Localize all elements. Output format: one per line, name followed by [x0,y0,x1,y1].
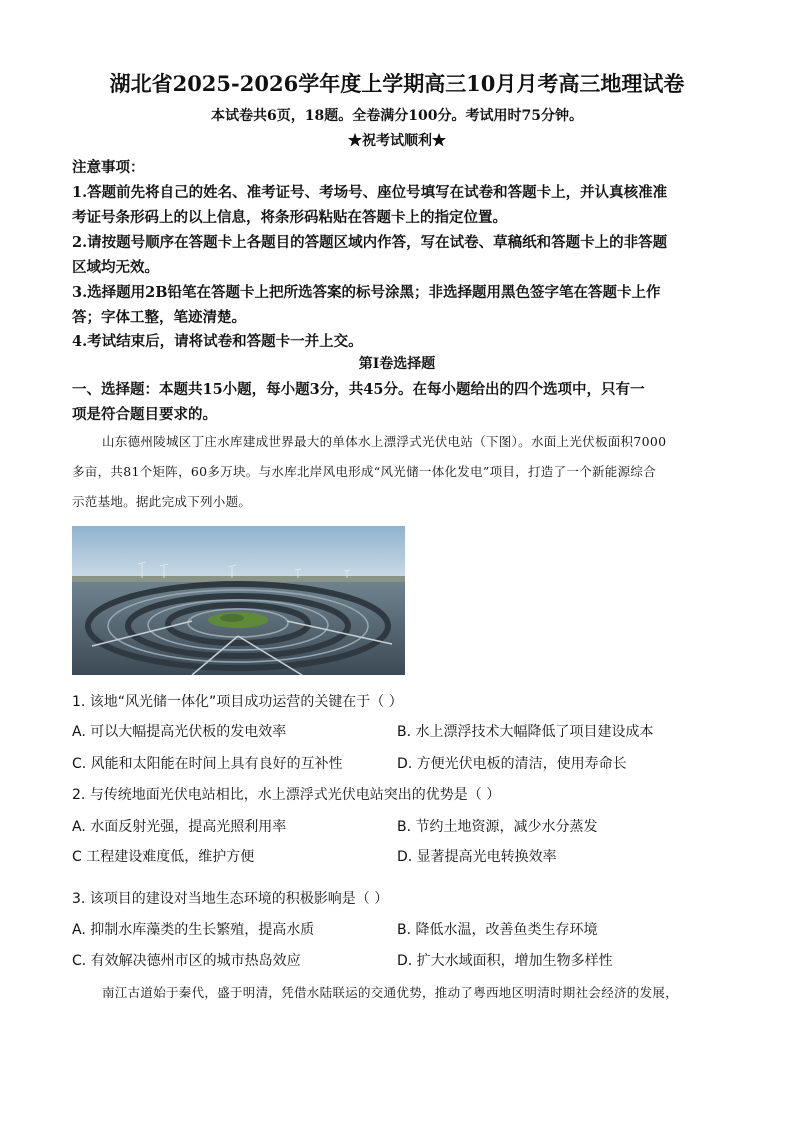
notes-line: 答；字体工整，笔迹清楚。 [72,309,246,326]
question-3-option-c: C. 有效解决德州市区的城市热岛效应 [72,953,301,969]
question-1-option-a: A. 可以大幅提高光伏板的发电效率 [72,724,287,740]
notes-heading: 注意事项： [72,159,145,176]
passage-2-line: 南江古道始于秦代，盛于明清，凭借水陆联运的交通优势，推动了粤西地区明清时期社会经济的发展， [102,985,679,1000]
question-2-option-a: A. 水面反射光强，提高光照利用率 [72,819,287,835]
exam-info: 本试卷共6页，18题。全卷满分100分。考试用时75分钟。 [211,108,583,124]
question-1-option-b: B. 水上漂浮技术大幅降低了项目建设成本 [397,724,654,740]
notes-line: 4.考试结束后，请将试卷和答题卡一并上交。 [72,333,363,350]
question-2-option-c: C 工程建设难度低，维护方便 [72,849,255,865]
exam-wish: ★祝考试顺利★ [348,133,446,149]
section-title: 第Ⅰ卷选择题 [358,356,436,372]
notes-line: 2.请按题号顺序在答题卡上各题目的答题区域内作答，写在试卷、草稿纸和答题卡上的非答题 [72,234,668,251]
passage-line: 多亩，共81个矩阵，60多万块。与水库北岸风电形成“风光储一体化发电”项目，打造了一个新能源综合 [72,464,656,479]
question-3-option-d: D. 扩大水域面积，增加生物多样性 [397,953,613,969]
question-2-option-d: D. 显著提高光电转换效率 [397,849,557,865]
question-2-stem: 2. 与传统地面光伏电站相比，水上漂浮式光伏电站突出的优势是（ ） [72,787,501,803]
notes-line: 考证号条形码上的以上信息，将条形码粘贴在答题卡上的指定位置。 [72,209,507,226]
notes-line: 1.答题前先将自己的姓名、准考证号、考场号、座位号填写在试卷和答题卡上，并认真核准准 [72,184,668,201]
floating-solar-photo [72,526,405,675]
question-3-option-a: A. 抑制水库藻类的生长繁殖，提高水质 [72,922,315,938]
question-1-stem: 1. 该地“风光储一体化”项目成功运营的关键在于（ ） [72,694,403,710]
question-1-option-d: D. 方便光伏电板的清洁，使用寿命长 [397,756,627,772]
question-1-option-c: C. 风能和太阳能在时间上具有良好的互补性 [72,756,343,772]
section-intro: 一、选择题：本题共15小题，每小题3分，共45分。在每小题给出的四个选项中，只有一 [72,381,645,398]
passage-line: 山东德州陵城区丁庄水库建成世界最大的单体水上漂浮式光伏电站（下图）。水面上光伏板面积7000 [102,434,667,449]
notes-line: 区域均无效。 [72,259,159,276]
question-2-option-b: B. 节约土地资源，减少水分蒸发 [397,819,598,835]
question-3-stem: 3. 该项目的建设对当地生态环境的积极影响是（ ） [72,891,389,907]
section-intro: 项是符合题目要求的。 [72,406,217,423]
page-title: 湖北省2025-2026学年度上学期高三10月月考高三地理试卷 [109,71,685,96]
notes-line: 3.选择题用2B铅笔在答题卡上把所选答案的标号涂黑；非选择题用黑色签字笔在答题卡上作 [72,284,661,301]
question-3-option-b: B. 降低水温，改善鱼类生存环境 [397,922,598,938]
passage-line: 示范基地。据此完成下列小题。 [72,494,252,509]
